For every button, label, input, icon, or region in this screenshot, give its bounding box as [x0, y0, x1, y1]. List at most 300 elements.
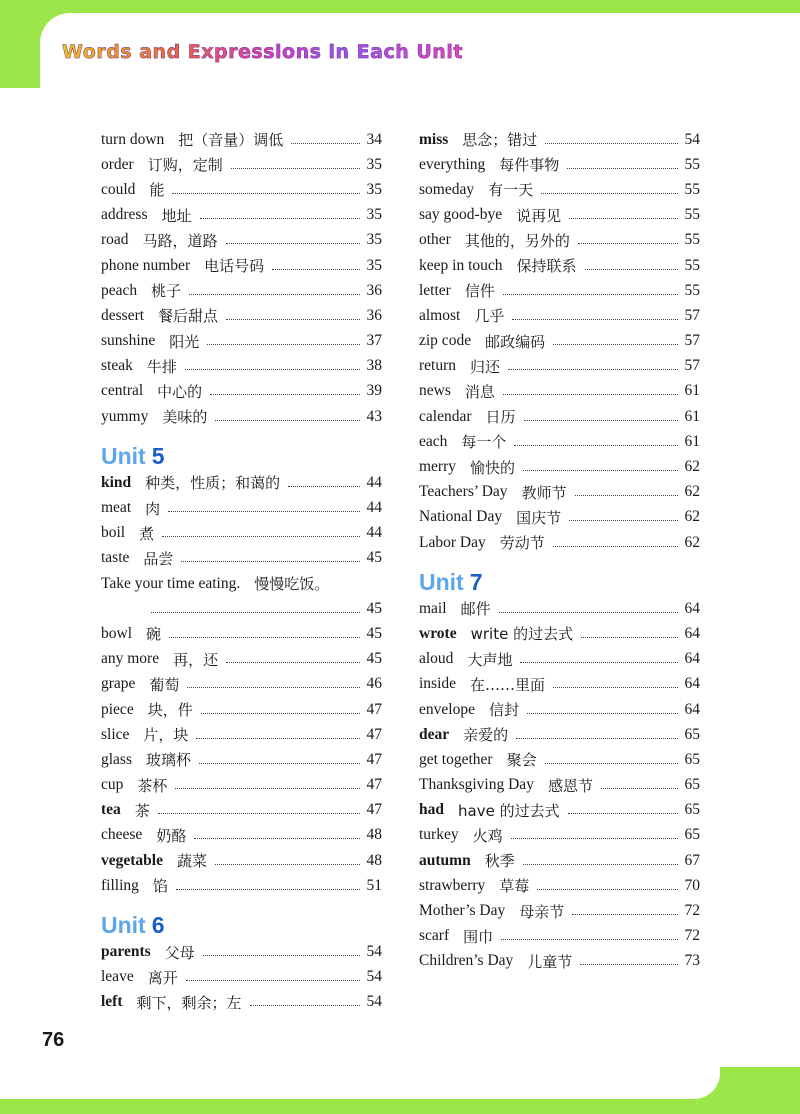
entry-chinese: 草莓: [499, 877, 530, 896]
entry-page: 37: [366, 332, 382, 350]
entry-english: news: [419, 382, 451, 400]
unit-heading: [101, 909, 382, 939]
dot-leader: [545, 142, 678, 144]
dot-leader: [581, 636, 678, 638]
vocab-entry: [101, 329, 382, 354]
vocab-entry: [419, 454, 700, 479]
entry-english: any more: [101, 650, 160, 668]
entry-page: 51: [366, 876, 382, 894]
vocab-entry: [101, 798, 382, 823]
entry-english: bowl: [101, 624, 132, 642]
dot-leader: [575, 494, 678, 496]
entry-english: zip code: [419, 332, 472, 350]
entry-page: 43: [366, 407, 382, 425]
entry-english: keep in touch: [419, 256, 503, 274]
entry-chinese: 火鸡: [472, 826, 503, 845]
entry-english: Teachers’ Day: [419, 483, 508, 501]
dot-leader: [524, 419, 678, 421]
entry-english: sunshine: [101, 332, 156, 350]
dot-leader: [194, 837, 360, 839]
dot-leader: [516, 737, 678, 739]
entry-page: 35: [366, 155, 382, 173]
vocab-entry: [101, 521, 382, 546]
entry-chinese: 离开: [147, 968, 178, 987]
entry-english: peach: [101, 281, 138, 299]
entry-page: 54: [366, 993, 382, 1011]
dot-leader: [512, 318, 678, 320]
vocab-entry: [419, 228, 700, 253]
dot-leader: [175, 787, 360, 789]
dot-leader: [527, 712, 678, 714]
entry-english: cup: [101, 776, 124, 794]
entry-chinese: write 的过去式: [470, 625, 574, 644]
entry-page: 45: [366, 549, 382, 567]
entry-page: 64: [684, 599, 700, 617]
dot-leader: [168, 510, 360, 512]
dot-leader: [514, 444, 678, 446]
vocab-entry: [419, 848, 700, 873]
entry-chinese: 美味的: [162, 408, 208, 427]
entry-chinese: 电话号码: [204, 257, 265, 276]
vocab-entry: [419, 354, 700, 379]
vocab-entry: [101, 697, 382, 722]
entry-chinese: 有一天: [488, 181, 534, 200]
unit-heading: [419, 566, 700, 596]
vocab-entry: [101, 354, 382, 379]
entry-chinese: 说再见: [516, 206, 562, 225]
entry-english: phone number: [101, 256, 191, 274]
entry-chinese: 桃子: [151, 282, 182, 301]
entry-chinese: 信封: [488, 701, 519, 720]
vocab-entry: [101, 672, 382, 697]
dot-leader: [291, 142, 360, 144]
dot-leader: [200, 217, 360, 219]
entry-page: 64: [684, 624, 700, 642]
entry-chinese: 感恩节: [547, 776, 593, 795]
entry-chinese: 品尝: [143, 549, 174, 568]
vocab-entry: [101, 404, 382, 429]
entry-english: dessert: [101, 306, 145, 324]
vocab-entry: [419, 203, 700, 228]
dot-leader: [226, 661, 360, 663]
entry-chinese: 肉: [145, 499, 161, 518]
vocab-entry: [419, 823, 700, 848]
dot-leader: [169, 636, 360, 638]
entry-english: kind: [101, 473, 132, 491]
entry-english: scarf: [419, 927, 450, 945]
entry-english: filling: [101, 876, 139, 894]
dot-leader: [569, 519, 678, 521]
entry-page: 55: [684, 206, 700, 224]
dot-leader: [569, 217, 678, 219]
vocab-entry: [419, 152, 700, 177]
entry-chinese: 父母: [164, 943, 195, 962]
entry-chinese: 围巾: [463, 927, 494, 946]
dot-leader: [499, 611, 678, 613]
entry-page: 62: [684, 483, 700, 501]
entry-page: 35: [366, 256, 382, 274]
unit-heading: [101, 440, 382, 470]
unit-label: Unit: [101, 912, 146, 939]
dot-leader: [568, 812, 678, 814]
dot-leader: [201, 712, 360, 714]
entry-english: other: [419, 231, 451, 249]
vocab-entry: [101, 722, 382, 747]
entry-page: 55: [684, 231, 700, 249]
entry-chinese: 再，还: [173, 650, 219, 669]
entry-english: miss: [419, 130, 449, 148]
dot-leader: [580, 963, 678, 965]
entry-page: 70: [684, 876, 700, 894]
entry-chinese: 玻璃杯: [146, 751, 192, 770]
entry-english: merry: [419, 458, 457, 476]
entry-page: 48: [366, 826, 382, 844]
vocab-entry: [419, 404, 700, 429]
entry-page: 44: [366, 473, 382, 491]
entry-chinese: 茶杯: [137, 776, 168, 795]
entry-english: piece: [101, 700, 134, 718]
entry-english: had: [419, 801, 444, 819]
entry-chinese: 日历: [485, 408, 516, 427]
vocab-entry: [419, 672, 700, 697]
entry-english: each: [419, 432, 448, 450]
entry-english: aloud: [419, 650, 454, 668]
entry-english: everything: [419, 155, 486, 173]
entry-chinese: 几乎: [474, 307, 505, 326]
entry-chinese: 马路，道路: [142, 231, 218, 250]
entry-page: 73: [684, 952, 700, 970]
entry-english: inside: [419, 675, 457, 693]
entry-english: envelope: [419, 700, 475, 718]
entry-english: order: [101, 155, 134, 173]
vocab-entry: [101, 177, 382, 202]
entry-page: 47: [366, 750, 382, 768]
unit-number: 7: [469, 569, 483, 596]
dot-leader: [523, 863, 678, 865]
dot-leader: [508, 368, 678, 370]
entry-page: 65: [684, 725, 700, 743]
entry-chinese: 亲爱的: [463, 726, 509, 745]
entry-page: 57: [684, 306, 700, 324]
vocab-entry: [101, 127, 382, 152]
entry-page: 54: [366, 943, 382, 961]
entry-chinese: 保持联系: [516, 257, 577, 276]
entry-english: strawberry: [419, 876, 486, 894]
entry-page: 45: [366, 599, 382, 617]
entry-chinese: 每一个: [461, 433, 507, 452]
entry-english: slice: [101, 725, 130, 743]
right-column: [419, 127, 700, 974]
entry-english: Thanksgiving Day: [419, 776, 534, 794]
vocab-entry: [101, 773, 382, 798]
entry-chinese: 片，块: [143, 726, 189, 745]
entry-english: almost: [419, 306, 461, 324]
dot-leader: [226, 318, 360, 320]
entry-page: 36: [366, 281, 382, 299]
entry-english: leave: [101, 968, 134, 986]
entry-chinese: 茶: [134, 801, 150, 820]
entry-page: 44: [366, 499, 382, 517]
vocab-entry: [419, 873, 700, 898]
dot-leader: [189, 293, 360, 295]
entry-english: mail: [419, 599, 447, 617]
vocab-entry: [101, 990, 382, 1015]
entry-page: 35: [366, 206, 382, 224]
entry-chinese: 大声地: [467, 650, 513, 669]
entry-chinese: 每件事物: [499, 156, 560, 175]
vocab-entry: [101, 470, 382, 495]
dot-leader: [288, 485, 360, 487]
vocab-entry: [419, 697, 700, 722]
entry-page: 64: [684, 650, 700, 668]
dot-leader: [210, 393, 360, 395]
entry-page: 46: [366, 675, 382, 693]
vocab-entry: [101, 939, 382, 964]
entry-english: address: [101, 206, 148, 224]
dot-leader: [272, 268, 360, 270]
vocab-entry: [101, 873, 382, 898]
vocab-entry: [101, 278, 382, 303]
dot-leader: [523, 469, 678, 471]
entry-chinese: 愉快的: [470, 458, 516, 477]
entry-page: 62: [684, 533, 700, 551]
entry-chinese: 蔬菜: [176, 852, 207, 871]
entry-chinese: 中心的: [157, 382, 203, 401]
vocab-entry: [101, 228, 382, 253]
vocab-entry: [419, 379, 700, 404]
entry-chinese: 国庆节: [516, 508, 562, 527]
vocab-entry: [419, 480, 700, 505]
entry-chinese: 牛排: [146, 357, 177, 376]
entry-page: 62: [684, 458, 700, 476]
entry-page: 65: [684, 801, 700, 819]
entry-english: autumn: [419, 851, 471, 869]
entry-page: 61: [684, 382, 700, 400]
entry-english: Take your time eating.: [101, 574, 241, 592]
entry-english: National Day: [419, 508, 503, 526]
unit-label: Unit: [101, 443, 146, 470]
entry-chinese: 奶酪: [156, 826, 187, 845]
entry-chinese: 种类，性质；和蔼的: [145, 474, 281, 493]
entry-english: get together: [419, 750, 493, 768]
entry-english: Children’s Day: [419, 952, 514, 970]
entry-english: left: [101, 993, 123, 1011]
vocab-entry: [419, 949, 700, 974]
unit-number: 6: [151, 912, 165, 939]
entry-english: turn down: [101, 130, 165, 148]
footer-inner-panel: [0, 1067, 720, 1099]
vocab-entry: [419, 127, 700, 152]
dot-leader: [151, 611, 360, 613]
dot-leader: [186, 979, 360, 981]
entry-page: 47: [366, 725, 382, 743]
vocab-entry: [419, 898, 700, 923]
entry-page: 55: [684, 155, 700, 173]
dot-leader: [567, 167, 678, 169]
entry-page: 54: [366, 968, 382, 986]
entry-page: 64: [684, 675, 700, 693]
entry-english: calendar: [419, 407, 472, 425]
page-number: 76: [42, 1029, 65, 1051]
vocab-entry: [419, 278, 700, 303]
entry-english: turkey: [419, 826, 459, 844]
entry-chinese: 慢慢吃饭。: [254, 575, 330, 594]
dot-leader: [181, 560, 360, 562]
entry-english: taste: [101, 549, 130, 567]
entry-english: parents: [101, 943, 151, 961]
entry-chinese: have 的过去式: [458, 801, 560, 820]
dot-leader: [176, 888, 360, 890]
dot-leader: [503, 293, 678, 295]
entry-english: letter: [419, 281, 451, 299]
dot-leader: [250, 1004, 360, 1006]
entry-chinese: 在……里面: [470, 675, 546, 694]
entry-chinese: 阳光: [169, 332, 200, 351]
footer-band: [0, 1067, 800, 1114]
dot-leader: [537, 888, 678, 890]
entry-english: central: [101, 382, 144, 400]
entry-page: 47: [366, 801, 382, 819]
dot-leader: [541, 192, 678, 194]
vocab-entry: [101, 379, 382, 404]
entry-page: 57: [684, 357, 700, 375]
vocab-entry: [419, 177, 700, 202]
dot-leader: [231, 167, 360, 169]
entry-chinese: 能: [149, 181, 165, 200]
entry-page: 65: [684, 826, 700, 844]
entry-chinese: 餐后甜点: [158, 307, 219, 326]
entry-chinese: 地址: [161, 206, 192, 225]
dot-leader: [199, 762, 360, 764]
entry-page: 65: [684, 776, 700, 794]
dot-leader: [226, 242, 360, 244]
dot-leader: [511, 837, 678, 839]
unit-number: 5: [151, 443, 165, 470]
vocab-entry: [419, 253, 700, 278]
entry-page: 54: [684, 130, 700, 148]
entry-english: yummy: [101, 407, 149, 425]
dot-leader: [520, 661, 678, 663]
vocab-entry: [101, 571, 382, 596]
entry-chinese: 把（音量）调低: [178, 131, 284, 150]
entry-chinese: 儿童节: [527, 952, 573, 971]
entry-chinese: 块，件: [147, 701, 193, 720]
entry-english: cheese: [101, 826, 143, 844]
dot-leader: [553, 343, 678, 345]
entry-page: 57: [684, 332, 700, 350]
entry-english: vegetable: [101, 851, 163, 869]
entry-chinese: 聚会: [506, 751, 537, 770]
entry-page: 34: [366, 130, 382, 148]
entry-chinese: 剩下，剩余；左: [136, 993, 242, 1012]
entry-page: 38: [366, 357, 382, 375]
vocab-entry: [419, 722, 700, 747]
dot-leader: [503, 393, 678, 395]
entry-chinese: 归还: [470, 357, 501, 376]
dot-leader: [185, 368, 360, 370]
entry-page: 35: [366, 231, 382, 249]
entry-page: 64: [684, 700, 700, 718]
vocab-entry: [101, 848, 382, 873]
entry-chinese: 母亲节: [519, 902, 565, 921]
entry-english: could: [101, 180, 136, 198]
vocab-entry: [419, 429, 700, 454]
entry-english: glass: [101, 750, 132, 768]
entry-english: say good-bye: [419, 206, 503, 224]
entry-english: wrote: [419, 624, 457, 642]
dot-leader: [172, 192, 360, 194]
entry-page: 62: [684, 508, 700, 526]
vocab-entry: [101, 303, 382, 328]
vocab-entry: [101, 495, 382, 520]
entry-page: 72: [684, 902, 700, 920]
vocab-entry: [419, 303, 700, 328]
vocab-entry: [101, 203, 382, 228]
entry-english: tea: [101, 801, 121, 819]
vocab-entry: [419, 530, 700, 555]
vocab-entry: [419, 747, 700, 772]
dot-leader: [162, 535, 360, 537]
entry-page: 65: [684, 750, 700, 768]
entry-chinese: 葡萄: [149, 675, 180, 694]
entry-page: 39: [366, 382, 382, 400]
dot-leader: [578, 242, 678, 244]
vocab-entry: [419, 329, 700, 354]
vocab-entry: [101, 823, 382, 848]
vocab-entry: [419, 773, 700, 798]
entry-english: steak: [101, 357, 133, 375]
unit-label: Unit: [419, 569, 464, 596]
entry-chinese: 煮: [139, 524, 155, 543]
entry-page: 55: [684, 256, 700, 274]
entry-page: 36: [366, 306, 382, 324]
vocab-entry: [419, 596, 700, 621]
entry-page: 35: [366, 180, 382, 198]
dot-leader: [553, 686, 678, 688]
dot-leader: [585, 268, 678, 270]
entry-english: Mother’s Day: [419, 902, 506, 920]
vocab-entry: [419, 924, 700, 949]
entry-chinese: 思念；错过: [462, 131, 538, 150]
entry-page: 55: [684, 281, 700, 299]
entry-chinese: 劳动节: [499, 534, 545, 553]
entry-chinese: 消息: [464, 382, 495, 401]
dot-leader: [207, 343, 360, 345]
vocab-entry: [101, 965, 382, 990]
entry-chinese: 邮政编码: [485, 332, 546, 351]
entry-english: boil: [101, 524, 126, 542]
dot-leader: [158, 812, 360, 814]
dot-leader: [203, 954, 360, 956]
left-column: [101, 127, 382, 1015]
entry-english: meat: [101, 499, 132, 517]
entry-chinese: 碗: [146, 625, 162, 644]
dot-leader: [553, 545, 678, 547]
vocab-entry: [101, 647, 382, 672]
entry-chinese: 邮件: [460, 600, 491, 619]
entry-english: road: [101, 231, 129, 249]
entry-page: 45: [366, 624, 382, 642]
vocab-entry: [419, 505, 700, 530]
vocab-entry: [101, 253, 382, 278]
entry-page: 61: [684, 407, 700, 425]
entry-page: 47: [366, 700, 382, 718]
entry-page: 72: [684, 927, 700, 945]
entry-english: grape: [101, 675, 136, 693]
vocab-entry: [419, 798, 700, 823]
entry-english: return: [419, 357, 457, 375]
entry-page: 47: [366, 776, 382, 794]
